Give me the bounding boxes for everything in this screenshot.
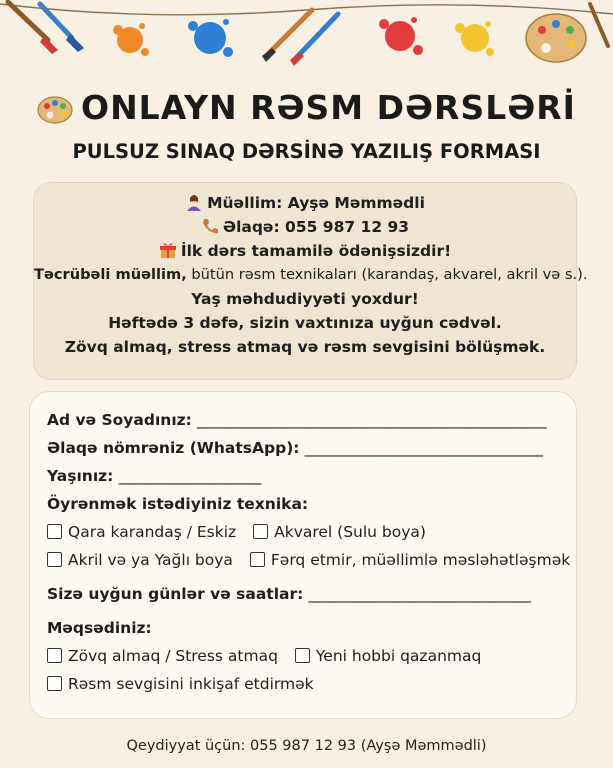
teacher-icon <box>185 193 203 211</box>
paint-splash-icon <box>455 21 494 56</box>
checkbox-icon[interactable] <box>47 648 62 663</box>
checkbox-icon[interactable] <box>253 524 268 539</box>
enjoy-line: Zövq almaq, stress atmaq və rəsm sevgisini bölüşmək. <box>64 338 546 356</box>
teacher-line: Müəllim: Ayşə Məmmədli <box>34 191 576 215</box>
checkbox-icon[interactable] <box>47 524 62 539</box>
age-line: Yaş məhdudiyyəti yoxdur! <box>191 290 419 308</box>
gift-icon <box>159 241 177 259</box>
paintbrush-icon <box>590 4 608 46</box>
info-panel <box>33 182 588 380</box>
name-field[interactable]: Ad və Soyadınız: ____________________________________________ <box>47 411 547 429</box>
checkbox-icon[interactable] <box>250 552 265 567</box>
phone-icon <box>201 217 219 235</box>
experience-line: Təcrübəli müəllim, bütün rəsm texnikaları (karandaş, akvarel, akril və s.). <box>34 266 588 283</box>
paintbrush-icon <box>262 10 312 62</box>
goal-label: Məqsədiniz: <box>47 619 152 637</box>
technique-option[interactable]: Qara karandaş / Eskiz <box>47 518 236 546</box>
contact-line: Əlaqə: 055 987 12 93 <box>34 215 576 239</box>
age-field[interactable]: Yaşınız: __________________ <box>47 467 262 485</box>
palette-icon <box>37 95 73 125</box>
paint-splash-icon <box>379 17 423 55</box>
days-field[interactable]: Sizə uyğun günlər və saatlar: ____________________________ <box>47 585 532 603</box>
technique-option[interactable]: Akvarel (Sulu boya) <box>253 518 426 546</box>
checkbox-icon[interactable] <box>47 552 62 567</box>
page-subtitle: PULSUZ SINAQ DƏRSİNƏ YAZILIŞ FORMASI <box>72 140 541 163</box>
free-lesson-line: İlk dərs tamamilə ödənişsizdir! <box>34 239 576 263</box>
palette-icon <box>526 14 586 62</box>
signup-form <box>29 391 577 719</box>
goal-option[interactable]: Zövq almaq / Stress atmaq <box>47 642 278 670</box>
title-text: ONLAYN RƏSM DƏRSLƏRİ <box>81 88 576 127</box>
page-title <box>0 88 613 127</box>
checkbox-icon[interactable] <box>47 676 62 691</box>
technique-option[interactable]: Akril və ya Yağlı boya <box>47 546 233 574</box>
phone-field[interactable]: Əlaqə nömrəniz (WhatsApp): ______________________________ <box>47 439 544 457</box>
footer-contact: Qeydiyyat üçün: 055 987 12 93 (Ayşə Məmmədli) <box>126 738 487 754</box>
goal-option[interactable]: Rəsm sevgisini inkişaf etdirmək <box>47 670 314 698</box>
goal-options-row-2 <box>47 670 560 698</box>
technique-label: Öyrənmək istədiyiniz texnika: <box>47 495 309 513</box>
header-decoration <box>0 0 613 80</box>
checkbox-icon[interactable] <box>295 648 310 663</box>
technique-options-row-1 <box>47 518 560 546</box>
technique-options-row-2 <box>47 546 571 574</box>
paint-splash-icon <box>113 23 149 56</box>
paint-splash-icon <box>188 19 233 57</box>
technique-option[interactable]: Fərq etmir, müəllimlə məsləhətləşmək <box>250 546 570 574</box>
goal-option[interactable]: Yeni hobbi qazanmaq <box>295 642 481 670</box>
goal-options-row-1 <box>47 642 560 670</box>
schedule-line: Həftədə 3 dəfə, sizin vaxtınıza uyğun cədvəl. <box>108 314 502 332</box>
